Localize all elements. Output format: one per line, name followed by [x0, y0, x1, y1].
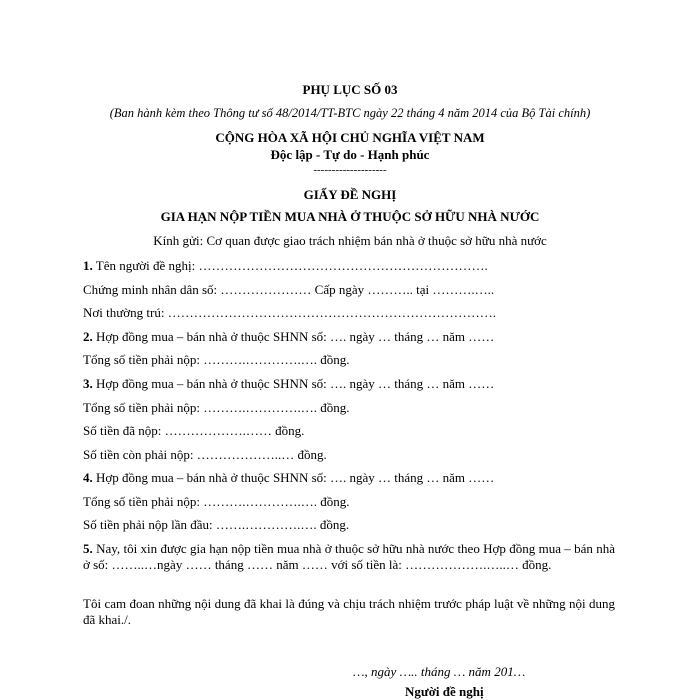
section-number: 2. [83, 329, 93, 344]
section-number: 5. [83, 541, 93, 556]
issuance-note: (Ban hành kèm theo Thông tư số 48/2014/TT-BTC ngày 22 tháng 4 năm 2014 của Bộ Tài chính) [109, 106, 591, 120]
applicant-name-field: Tên người đề nghị: …………………………………………………………. [92, 258, 488, 273]
appendix-title: PHỤ LỤC SỐ 03 [302, 82, 398, 97]
total-amount-line-4: Tổng số tiền phải nộp: ……….………….…. đồng. [83, 494, 350, 509]
paid-amount-line: Số tiền đã nộp: ……………….…… đồng. [83, 423, 305, 438]
section-number: 1. [83, 258, 93, 273]
first-payment-line: Số tiền phải nộp lần đầu: …….………….…. đồng. [83, 517, 350, 532]
contract-line-2 [83, 329, 494, 345]
commitment-paragraph: Tôi cam đoan những nội dung đã khai là đúng và chịu trách nhiệm trước pháp luật về những nội dung đã khai./. [83, 596, 615, 627]
residence-line: Nơi thường trú: …………………………………………………………………. [83, 305, 496, 320]
section-number: 3. [83, 376, 93, 391]
id-card-line: Chứng minh nhân dân số: ………………… Cấp ngày ……….. tại ……….….. [83, 282, 495, 297]
total-amount-line-2: Tổng số tiền phải nộp: ……….………….…. đồng. [83, 352, 350, 367]
remaining-amount-line: Số tiền còn phải nộp: ………………..… đồng. [83, 447, 327, 462]
header-divider: -------------------- [313, 164, 387, 176]
contract-field: Hợp đồng mua – bán nhà ở thuộc SHNN số: …. ngày … tháng … năm …… [92, 376, 495, 391]
signer-title: Người đề nghị [405, 684, 484, 699]
nation-name: CỘNG HÒA XÃ HỘI CHỦ NGHĨA VIỆT NAM [215, 130, 485, 145]
applicant-name-line [83, 258, 488, 274]
contract-line-4 [83, 470, 494, 486]
recipient-line: Kính gửi: Cơ quan được giao trách nhiệm bán nhà ở thuộc sở hữu nhà nước [153, 233, 547, 248]
form-subtitle: GIA HẠN NỘP TIỀN MUA NHÀ Ở THUỘC SỞ HỮU NHÀ NƯỚC [160, 209, 540, 224]
contract-line-3 [83, 376, 494, 392]
form-title: GIẤY ĐỀ NGHỊ [303, 187, 397, 202]
national-motto: Độc lập - Tự do - Hạnh phúc [270, 147, 430, 162]
contract-field: Hợp đồng mua – bán nhà ở thuộc SHNN số: …. ngày … tháng … năm …… [92, 470, 495, 485]
total-amount-line-3: Tổng số tiền phải nộp: ……….………….…. đồng. [83, 400, 350, 415]
extension-request-paragraph [83, 541, 615, 573]
contract-field: Hợp đồng mua – bán nhà ở thuộc SHNN số: …. ngày … tháng … năm …… [92, 329, 495, 344]
date-line: …, ngày ….. tháng … năm 201… [353, 664, 526, 679]
extension-request-text: Nay, tôi xin được gia hạn nộp tiền mua nhà ở thuộc sở hữu nhà nước theo Hợp đồng mua – bán nhà ở số: ……..…ngày …… tháng …… năm …… với số tiền là: ……………….…..… đồng. [83, 541, 615, 572]
section-number: 4. [83, 470, 93, 485]
